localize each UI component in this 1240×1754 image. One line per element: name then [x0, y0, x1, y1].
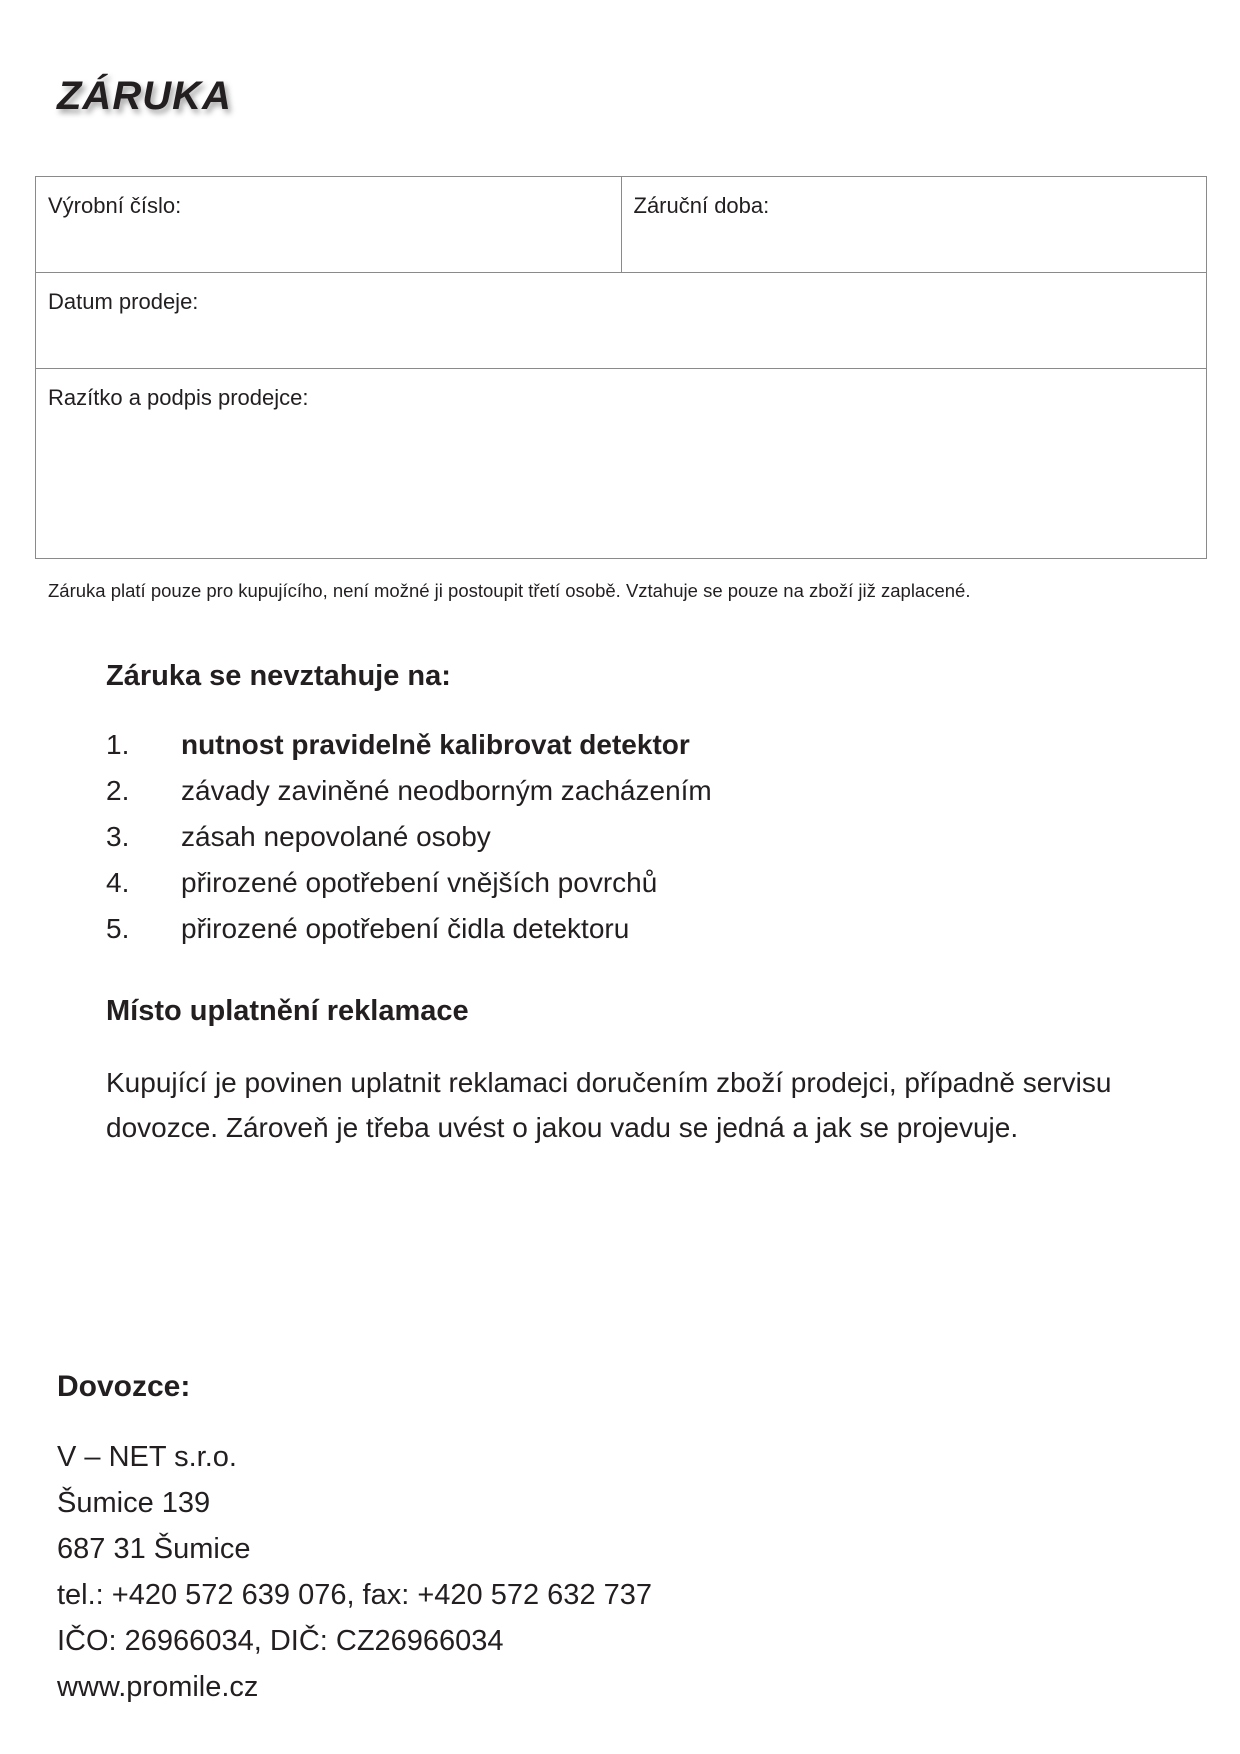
- list-item-text: přirozené opotřebení vnějších povrchů: [181, 867, 658, 898]
- seller-stamp-label: Razítko a podpis prodejce:: [48, 385, 309, 410]
- importer-heading: Dovozce:: [57, 1370, 191, 1403]
- warranty-period-label: Záruční doba:: [633, 193, 770, 218]
- importer-company: V – NET s.r.o.: [57, 1441, 237, 1473]
- sale-date-label: Datum prodeje:: [48, 289, 199, 314]
- importer-website-link[interactable]: www.promile.cz: [57, 1671, 259, 1703]
- sale-date-field[interactable]: [36, 273, 1206, 368]
- seller-stamp-field[interactable]: [36, 369, 1206, 558]
- form-row-stamp: [36, 369, 1206, 558]
- importer-phone: tel.: +420 572 639 076, fax: +420 572 632 737: [57, 1579, 653, 1611]
- list-item-text: zásah nepovolané osoby: [181, 821, 491, 852]
- list-item-number: 1.: [106, 729, 130, 760]
- list-item-number: 2.: [106, 775, 130, 806]
- list-item-number: 3.: [106, 821, 130, 852]
- serial-number-label: Výrobní číslo:: [48, 193, 182, 218]
- page-title: ZÁRUKA: [57, 74, 232, 118]
- list-item: [106, 768, 712, 814]
- form-row-serial-period: [36, 177, 1206, 273]
- exclusions-list: [106, 722, 712, 952]
- warranty-note: Záruka platí pouze pro kupujícího, není možné ji postoupit třetí osobě. Vztahuje se pouze na zboží již zaplacené.: [48, 580, 971, 601]
- list-item: [106, 814, 712, 860]
- exclusions-heading: Záruka se nevztahuje na:: [106, 660, 451, 692]
- list-item: [106, 906, 712, 952]
- importer-address-block: [57, 1434, 652, 1710]
- list-item-number: 5.: [106, 913, 130, 944]
- warranty-form-table: [35, 176, 1207, 559]
- list-item-number: 4.: [106, 867, 130, 898]
- serial-number-field[interactable]: [36, 177, 622, 272]
- claim-text: Kupující je povinen uplatnit reklamaci doručením zboží prodejci, případně servisu dovozce. Zároveň je třeba uvést o jakou vadu se jedná a jak se projevuje.: [106, 1067, 1112, 1143]
- importer-street: Šumice 139: [57, 1487, 211, 1519]
- warranty-period-field[interactable]: [622, 177, 1207, 272]
- list-item-text: závady zaviněné neodborným zacházením: [181, 775, 712, 806]
- list-item: [106, 860, 712, 906]
- claim-heading: Místo uplatnění reklamace: [106, 995, 469, 1027]
- importer-ids: IČO: 26966034, DIČ: CZ26966034: [57, 1625, 504, 1657]
- list-item-text: nutnost pravidelně kalibrovat detektor: [181, 729, 690, 760]
- list-item: [106, 722, 712, 768]
- importer-city: 687 31 Šumice: [57, 1533, 251, 1565]
- form-row-sale-date: [36, 273, 1206, 369]
- list-item-text: přirozené opotřebení čidla detektoru: [181, 913, 630, 944]
